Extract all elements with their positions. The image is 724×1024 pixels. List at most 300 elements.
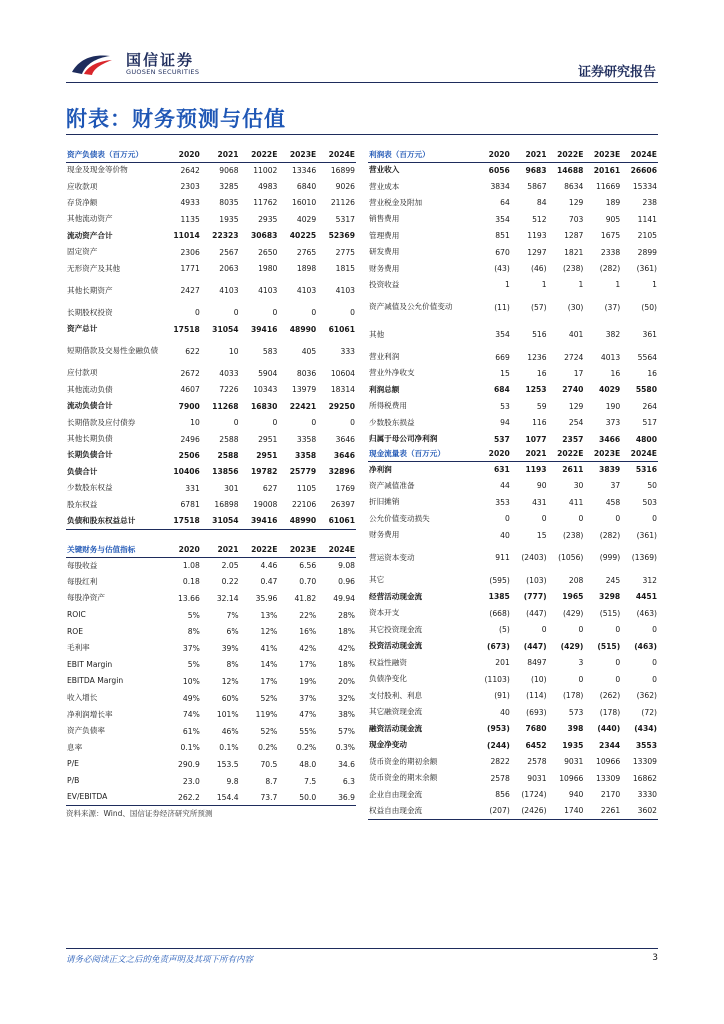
kr-cell: 18% <box>338 627 355 637</box>
kr-row <box>66 756 356 773</box>
bs-cell: 17518 <box>162 513 201 529</box>
is-cell: 4800 <box>635 434 657 444</box>
cf-cell: 50 <box>647 481 657 491</box>
is-row-label: 资产减值及公允价值变动 <box>369 302 453 312</box>
kr-cell: 74% <box>182 710 200 720</box>
kr-row-label: P/E <box>67 759 79 769</box>
bs-cell: 4103 <box>258 286 278 296</box>
cf-row <box>368 704 658 721</box>
bs-cell: 22323 <box>212 231 239 241</box>
is-row <box>368 431 658 447</box>
bs-header-row <box>66 148 356 162</box>
kr-row-label: 每股收益 <box>67 560 98 570</box>
cf-cell: 3330 <box>637 790 657 800</box>
key-ratios-table <box>66 543 356 806</box>
bs-cell: 29250 <box>328 401 355 411</box>
is-row <box>368 260 658 276</box>
kr-cell: 5% <box>187 610 200 620</box>
is-cell: 703 <box>568 214 584 224</box>
kr-cell: 57% <box>338 726 355 736</box>
bs-cell: 2506 <box>178 450 200 460</box>
cf-cell: 1935 <box>562 740 584 750</box>
bs-cell: 0 <box>311 308 317 318</box>
kr-cell: 8% <box>226 660 239 670</box>
kr-cell: 28% <box>338 610 355 620</box>
kr-cell: 14% <box>260 660 278 670</box>
cf-cell: (429) <box>560 641 584 651</box>
cf-cell: (244) <box>487 740 510 750</box>
logo-text-en: GUOSEN SECURITIES <box>126 68 200 76</box>
cf-row-label: 负债净变化 <box>369 674 407 684</box>
is-cell: 1141 <box>637 214 657 224</box>
cf-cell: 5316 <box>635 465 657 475</box>
kr-cell: 13.66 <box>178 593 200 603</box>
is-cell: 15334 <box>632 182 657 192</box>
cf-year-header: 2022E <box>548 447 585 461</box>
is-row-label: 销售费用 <box>369 214 400 224</box>
bs-cell: 1980 <box>258 264 278 274</box>
cf-row <box>368 654 658 671</box>
kr-cell: 50.0 <box>278 789 317 806</box>
guosen-logo-icon <box>70 52 114 76</box>
cf-cell: (5) <box>499 625 510 635</box>
bs-cell: 31054 <box>212 324 239 334</box>
page-title: 附表：财务预测与估值 <box>66 107 286 131</box>
kr-cell: 41% <box>260 643 278 653</box>
is-cell: 15 <box>500 368 510 378</box>
cf-cell: (440) <box>597 724 621 734</box>
cf-row <box>368 605 658 622</box>
is-cell: 1 <box>541 280 547 290</box>
is-row-label: 所得税费用 <box>369 401 407 411</box>
is-cell: 1077 <box>525 434 547 444</box>
cf-row <box>368 621 658 638</box>
cf-row-label: 权益性融资 <box>369 657 407 667</box>
kr-cell: 12% <box>221 676 239 686</box>
bs-row <box>66 211 356 227</box>
cf-cell: (999) <box>599 553 621 563</box>
bs-year-header: 2020 <box>162 148 201 162</box>
cf-row <box>368 770 658 787</box>
cf-cell: 2170 <box>600 790 621 800</box>
cf-cell: 0 <box>652 625 657 635</box>
is-row-label: 利润总额 <box>369 384 400 394</box>
is-row <box>368 162 658 178</box>
cf-row <box>368 461 658 478</box>
kr-cell: 38% <box>338 710 355 720</box>
is-row-label: 归属于母公司净利润 <box>369 434 438 444</box>
is-cell: 9683 <box>525 165 547 175</box>
bs-cell: 61061 <box>328 324 355 334</box>
bs-row <box>66 496 356 512</box>
bs-cell: 3646 <box>333 450 355 460</box>
cf-cell: 3 <box>578 658 584 668</box>
is-row <box>368 382 658 398</box>
is-cell: 8634 <box>564 182 584 192</box>
cf-cell: 201 <box>495 658 510 668</box>
cf-cell: 2578 <box>527 757 547 767</box>
cf-cell: 0 <box>578 625 584 635</box>
bs-row-label: 流动资产合计 <box>67 230 113 240</box>
kr-cell: 22% <box>299 610 317 620</box>
bs-cell: 4607 <box>180 385 200 395</box>
is-cell: 238 <box>642 198 657 208</box>
kr-cell: 6% <box>226 627 239 637</box>
cf-year-header: 2023E <box>584 447 621 461</box>
cf-cell: (463) <box>636 608 657 618</box>
bs-row <box>66 244 356 260</box>
is-cell: 3466 <box>599 434 621 444</box>
bs-cell: 0 <box>233 308 239 318</box>
cf-cell: 0 <box>504 514 510 524</box>
bs-year-header: 2023E <box>278 148 317 162</box>
cf-row-label: 财务费用 <box>369 530 400 540</box>
cf-cell: 15 <box>536 530 547 540</box>
bs-cell: 39416 <box>240 513 279 529</box>
kr-year-header: 2021 <box>201 543 240 557</box>
bs-cell: 3358 <box>295 450 317 460</box>
cf-cell: 3602 <box>621 803 658 820</box>
cf-cell: 37 <box>610 481 621 491</box>
is-cell: 2899 <box>637 247 657 257</box>
is-cell: 26606 <box>630 165 657 175</box>
bs-cell: 627 <box>262 483 278 493</box>
bs-year-header: 2021 <box>201 148 240 162</box>
cf-row-label: 折旧摊销 <box>369 497 400 507</box>
kr-row <box>66 723 356 740</box>
is-row-label: 其他 <box>369 329 385 339</box>
kr-cell: 17% <box>260 676 278 686</box>
kr-cell: 32.14 <box>216 593 239 603</box>
kr-cell: 0.1% <box>180 743 200 753</box>
cf-cell: (178) <box>562 691 584 701</box>
is-row <box>368 398 658 414</box>
cf-cell: 398 <box>567 724 584 734</box>
is-cell: (11) <box>494 302 510 312</box>
cf-cell: (2426) <box>511 803 548 820</box>
kr-cell: 119% <box>255 710 278 720</box>
bs-cell: 31054 <box>201 513 240 529</box>
cf-cell: 631 <box>493 465 510 475</box>
bs-row-label: 负债合计 <box>67 466 98 476</box>
kr-cell: 262.2 <box>162 789 201 806</box>
bs-cell: 583 <box>262 346 278 356</box>
bs-cell: 6840 <box>296 182 317 192</box>
is-row <box>368 277 658 293</box>
bs-cell: 1815 <box>335 264 355 274</box>
cf-cell: (238) <box>562 530 584 540</box>
kr-year-header: 2023E <box>278 543 317 557</box>
bs-row-label: 长期借款及应付债券 <box>67 417 136 427</box>
cf-cell: (178) <box>599 707 621 717</box>
bs-cell: 10 <box>190 418 200 428</box>
kr-cell: 35.96 <box>255 593 278 603</box>
is-year-header: 2024E <box>621 148 658 162</box>
bs-cell: 18314 <box>330 385 355 395</box>
bs-cell: 3285 <box>219 182 239 192</box>
bs-cell: 26397 <box>330 500 355 510</box>
kr-cell: 20% <box>338 676 355 686</box>
is-cell: 2105 <box>637 231 657 241</box>
cf-row-label: 资本开支 <box>369 608 400 618</box>
bs-cell: 4983 <box>258 182 278 192</box>
is-cell: (57) <box>531 302 547 312</box>
bs-cell: 13856 <box>212 467 239 477</box>
bs-cell: 13346 <box>292 165 317 175</box>
cf-cell: 573 <box>568 707 584 717</box>
cf-row <box>368 544 658 572</box>
is-cell: 1 <box>615 280 621 290</box>
cf-cell: 6452 <box>525 740 547 750</box>
cf-row <box>368 511 658 528</box>
is-cell: 1675 <box>600 231 621 241</box>
bs-row <box>66 178 356 194</box>
is-cell: 189 <box>605 198 621 208</box>
kr-cell: 46% <box>221 726 239 736</box>
cf-row-label: 货币资金的期末余额 <box>369 773 438 783</box>
bs-row-label: 应付款项 <box>67 368 98 378</box>
kr-cell: 49% <box>182 693 200 703</box>
cf-cell: 13309 <box>596 773 621 783</box>
kr-row-label: 每股净资产 <box>67 593 105 603</box>
bs-cell: 5317 <box>335 214 355 224</box>
bs-cell: 0 <box>350 308 355 318</box>
kr-cell: 19% <box>299 676 317 686</box>
is-cell: 4013 <box>600 352 621 362</box>
is-cell: 16 <box>536 368 547 378</box>
bs-row-label: 其他长期资产 <box>67 285 113 295</box>
bs-cell: 61061 <box>317 513 356 529</box>
bs-cell: 2642 <box>180 165 200 175</box>
bs-cell: 8036 <box>296 368 317 378</box>
bs-cell: 2775 <box>335 247 355 257</box>
is-cell: 517 <box>642 418 657 428</box>
kr-row-label: 净利润增长率 <box>67 709 113 719</box>
cf-row-label: 营运资本变动 <box>369 552 415 562</box>
is-cell: 2357 <box>562 434 584 444</box>
is-cell: 851 <box>495 231 510 241</box>
is-row-label: 财务费用 <box>369 263 400 273</box>
bs-cell: 22106 <box>292 500 317 510</box>
bs-row <box>66 513 356 529</box>
kr-row-label: 毛利率 <box>67 643 90 653</box>
is-row <box>368 321 658 349</box>
cf-cell: 10966 <box>596 757 621 767</box>
kr-row <box>66 640 356 657</box>
bs-row-label: 固定资产 <box>67 247 98 257</box>
kr-row <box>66 623 356 640</box>
cf-cell: (668) <box>489 608 510 618</box>
kr-row-label: EBITDA Margin <box>67 676 124 686</box>
is-cell: 6056 <box>488 165 510 175</box>
bs-cell: 2303 <box>180 182 200 192</box>
cf-cell: 940 <box>568 790 584 800</box>
cf-cell: (434) <box>634 724 657 734</box>
bs-cell: 17518 <box>173 324 200 334</box>
bs-cell: 2588 <box>217 450 239 460</box>
bs-cell: 331 <box>185 483 200 493</box>
bs-row-label: 其他流动负债 <box>67 384 113 394</box>
report-type-label: 证券研究报告 <box>577 65 656 80</box>
bs-cell: 2951 <box>258 434 278 444</box>
is-cell: 1236 <box>527 352 547 362</box>
is-year-header: 2023E <box>584 148 621 162</box>
kr-cell: 0.2% <box>258 743 278 753</box>
footer-divider <box>66 948 658 949</box>
cf-row-label: 其它投资现金流 <box>369 624 423 634</box>
cf-cell: 312 <box>642 575 657 585</box>
is-cell: 1821 <box>564 247 584 257</box>
kr-row <box>66 557 356 574</box>
is-cell: 401 <box>568 330 584 340</box>
is-cell: (37) <box>604 302 621 312</box>
kr-row-label: P/B <box>67 776 80 786</box>
bs-cell: 2063 <box>219 264 239 274</box>
kr-cell: 23.0 <box>182 776 200 786</box>
cf-cell: 911 <box>495 553 510 563</box>
bs-row-label: 长期负债合计 <box>67 450 113 460</box>
kr-row <box>66 673 356 690</box>
kr-cell: 42% <box>338 643 355 653</box>
kr-row-label: EBIT Margin <box>67 659 113 669</box>
is-cell: 1193 <box>527 231 547 241</box>
bs-cell: 1771 <box>180 264 200 274</box>
bs-cell: 3358 <box>296 434 317 444</box>
cf-cell: 9031 <box>564 757 584 767</box>
bs-cell: 2427 <box>180 286 200 296</box>
is-row <box>368 228 658 244</box>
bs-row-label: 其他流动资产 <box>67 214 113 224</box>
cf-cell: (447) <box>526 608 547 618</box>
is-row <box>368 349 658 365</box>
is-year-header: 2022E <box>548 148 585 162</box>
cf-cell: 2344 <box>599 740 621 750</box>
bs-cell: 32896 <box>328 467 355 477</box>
kr-cell: 0.2% <box>296 743 317 753</box>
cf-row <box>368 572 658 589</box>
kr-cell: 1.08 <box>182 561 200 571</box>
bs-cell: 4103 <box>296 286 317 296</box>
bs-cell: 22421 <box>289 401 317 411</box>
is-cell: (282) <box>599 264 621 274</box>
cf-cell: 0 <box>652 658 657 668</box>
cf-cell: 0 <box>541 625 547 635</box>
kr-cell: 52% <box>260 693 278 703</box>
cf-cell: 40 <box>500 707 510 717</box>
kr-cell: 52% <box>260 726 278 736</box>
cf-cell: 0 <box>652 674 657 684</box>
kr-cell: 5% <box>187 660 200 670</box>
cf-cell: (777) <box>523 592 547 602</box>
kr-cell: 8% <box>187 627 200 637</box>
cf-cell: 4451 <box>635 592 657 602</box>
bs-cell: 2935 <box>258 214 278 224</box>
bs-row <box>66 382 356 398</box>
kr-cell: 70.5 <box>260 759 278 769</box>
bs-row-label: 其他长期负债 <box>67 434 113 444</box>
cf-year-header: 2020 <box>474 447 511 461</box>
bs-row-label: 长期股权投资 <box>67 307 113 317</box>
cf-row <box>368 786 658 803</box>
cf-title: 现金流量表（百万元） <box>368 447 474 461</box>
kr-row <box>66 607 356 624</box>
cf-cell: 208 <box>568 575 584 585</box>
cf-row <box>368 527 658 544</box>
cf-row-label: 投资活动现金流 <box>369 641 423 651</box>
kr-cell: 290.9 <box>178 759 200 769</box>
cf-row <box>368 687 658 704</box>
cf-row-label: 权益自由现金流 <box>368 803 474 820</box>
cf-cell: 245 <box>605 575 621 585</box>
kr-title: 关键财务与估值指标 <box>66 543 162 557</box>
is-row <box>368 178 658 194</box>
kr-cell: 153.5 <box>216 759 239 769</box>
cf-cell: (447) <box>523 641 547 651</box>
kr-row <box>66 740 356 757</box>
cf-cell: 0 <box>652 514 657 524</box>
cf-cell: 40 <box>500 530 510 540</box>
page-header <box>66 47 658 83</box>
bs-row <box>66 365 356 381</box>
cf-row-label: 其它 <box>369 575 385 585</box>
is-row-label: 少数股东损益 <box>369 417 415 427</box>
is-cell: 5564 <box>637 352 657 362</box>
bs-cell: 40225 <box>289 231 317 241</box>
is-cell: 11669 <box>596 182 621 192</box>
cf-cell: 1193 <box>525 465 547 475</box>
kr-cell: 2.05 <box>221 561 239 571</box>
bs-cell: 10 <box>228 346 239 356</box>
kr-header-row <box>66 543 356 557</box>
bs-row-label: 股东权益 <box>67 499 98 509</box>
is-cell: 684 <box>493 385 510 395</box>
bs-cell: 19008 <box>253 500 278 510</box>
is-cell: 84 <box>536 198 547 208</box>
bs-cell: 11762 <box>253 198 278 208</box>
bs-cell: 0 <box>272 418 278 428</box>
cf-cell: 9031 <box>527 773 547 783</box>
cf-cell: 1965 <box>562 592 584 602</box>
bs-cell: 11268 <box>212 401 239 411</box>
bs-cell: 11014 <box>173 231 200 241</box>
is-cell: 905 <box>605 214 621 224</box>
bs-cell: 4029 <box>296 214 317 224</box>
kr-cell: 42% <box>299 643 317 653</box>
bs-cell: 16898 <box>214 500 239 510</box>
cf-cell: 431 <box>532 497 547 507</box>
cf-cell: 856 <box>495 790 510 800</box>
cf-row-label: 经营活动现金流 <box>369 591 423 601</box>
is-cell: 16 <box>647 368 657 378</box>
cf-year-header: 2024E <box>621 447 658 461</box>
cf-cell: 90 <box>536 481 547 491</box>
bs-cell: 19782 <box>250 467 278 477</box>
cf-cell: (72) <box>641 707 657 717</box>
bs-row-label: 少数股东权益 <box>67 483 113 493</box>
kr-cell: 0.18 <box>182 577 200 587</box>
bs-cell: 0 <box>311 418 317 428</box>
bs-row <box>66 431 356 447</box>
bs-row-label: 负债和股东权益总计 <box>66 513 162 529</box>
bs-cell: 10604 <box>330 368 355 378</box>
kr-cell: 0.3% <box>335 743 355 753</box>
cf-cell: (1056) <box>558 553 584 563</box>
cf-cell: (10) <box>531 674 547 684</box>
is-cell: 1287 <box>564 231 584 241</box>
page-number: 3 <box>652 953 658 963</box>
is-row-label: 营业收入 <box>369 165 400 175</box>
cf-row-label: 融资活动现金流 <box>369 723 423 733</box>
